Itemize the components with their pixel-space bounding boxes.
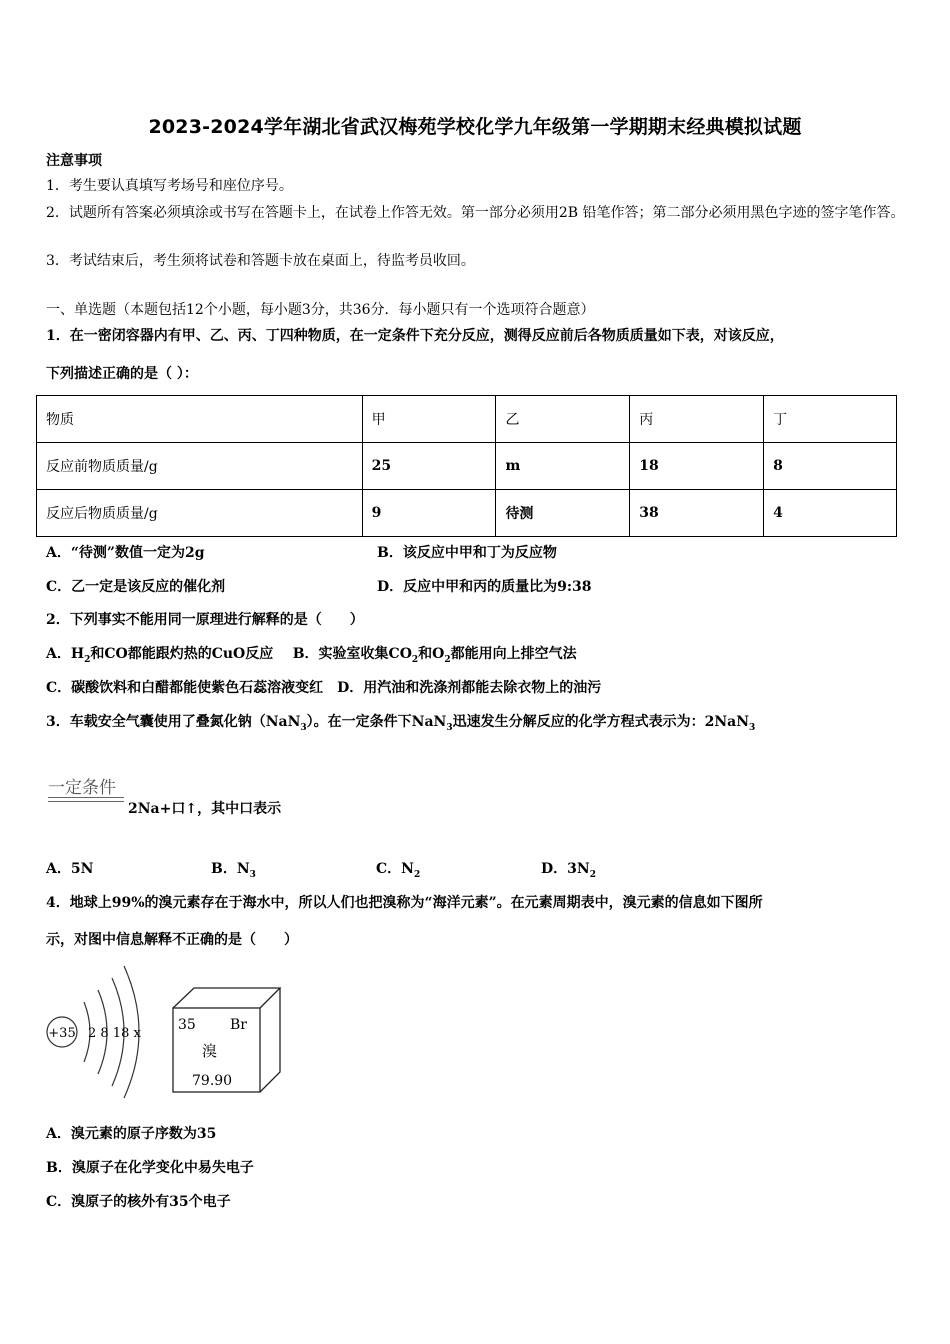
table-cell: 8 <box>764 443 897 490</box>
q3-stem-part2: ）。在一定条件下NaN <box>306 714 447 730</box>
q2-option-a-text: A．H <box>46 646 85 662</box>
q1-options-row1 <box>46 542 557 562</box>
reaction-arrow-line <box>48 797 124 798</box>
q4-option-b[interactable]: B．溴原子在化学变化中易失电子 <box>46 1160 254 1176</box>
notice-heading: 注意事项 <box>46 153 102 169</box>
bromine-atom-structure-diagram <box>44 960 154 1100</box>
element-name: 溴 <box>202 1042 218 1060</box>
subscript: 3 <box>749 722 756 733</box>
table-row <box>37 443 897 490</box>
reaction-arrow-line <box>48 801 124 802</box>
element-symbol: Br <box>230 1017 247 1033</box>
table-cell: 反应后物质质量/g <box>37 490 363 537</box>
table-cell: 丁 <box>764 396 897 443</box>
q3-stem-part3: 迅速发生分解反应的化学方程式表示为：2NaN <box>452 714 750 730</box>
q2-options-row2[interactable]: C．碳酸饮料和白醋都能使紫色石蕊溶液变红 D．用汽油和洗涤剂都能去除衣物上的油污 <box>46 680 602 696</box>
subscript: 3 <box>446 722 453 733</box>
subscript: 2 <box>589 869 596 880</box>
q2-option-b-text: B．实验室收集CO <box>292 646 412 662</box>
subscript: 2 <box>411 654 419 665</box>
table-cell: 乙 <box>496 396 630 443</box>
q1-stem-line1: 1．在一密闭容器内有甲、乙、丙、丁四种物质，在一定条件下充分反应，测得反应前后各物质质量如下表，对该反应， <box>46 328 784 344</box>
q3-stem <box>46 712 755 738</box>
table-row <box>37 396 897 443</box>
table-cell: 25 <box>362 443 496 490</box>
table-cell: 38 <box>630 490 764 537</box>
q3-options <box>46 858 646 878</box>
q3-option-b[interactable] <box>211 858 256 880</box>
table-cell: m <box>496 443 630 490</box>
q2-option-b-text2: 和O <box>418 646 445 662</box>
q4-option-a[interactable]: A．溴元素的原子序数为35 <box>46 1126 217 1142</box>
subscript: 2 <box>84 654 91 665</box>
notice-item-2: 2．试题所有答案必须填涂或书写在答题卡上，在试卷上作答无效。第一部分必须用2B 铅笔作答；第二部分必须用黑色字迹的签字笔作答。 <box>46 205 905 221</box>
q1-option-b[interactable]: B．该反应中甲和丁为反应物 <box>377 545 557 561</box>
q3-option-d[interactable] <box>541 858 596 880</box>
q2-option-a[interactable] <box>46 646 274 665</box>
subscript: 2 <box>444 654 451 665</box>
table-cell: 9 <box>362 490 496 537</box>
subscript: 3 <box>249 869 256 880</box>
table-cell: 18 <box>630 443 764 490</box>
table-row <box>37 490 897 537</box>
bromine-element-cell <box>170 985 285 1095</box>
notice-item-1: 1．考生要认真填写考场号和座位序号。 <box>46 178 293 194</box>
q1-option-a[interactable]: A．“待测”数值一定为2g <box>46 545 205 561</box>
q4-stem-line2: 示，对图中信息解释不正确的是（ ） <box>46 932 298 948</box>
page-title: 2023-2024学年湖北省武汉梅苑学校化学九年级第一学期期末经典模拟试题 <box>148 116 802 138</box>
q2-option-b-text3: 都能用向上排空气法 <box>450 646 577 662</box>
table-cell: 物质 <box>37 396 363 443</box>
table-cell: 甲 <box>362 396 496 443</box>
q3-option-a[interactable]: A．5N <box>46 861 94 877</box>
q3-stem-part1: 3．车载安全气囊使用了叠氮化钠（NaN <box>46 714 301 730</box>
table-cell: 丙 <box>630 396 764 443</box>
q3-option-c-text: C．N <box>376 861 414 877</box>
q2-options-row1 <box>46 644 577 670</box>
table-cell: 待测 <box>496 490 630 537</box>
reaction-condition: 一定条件 <box>48 778 116 798</box>
q3-option-b-text: B．N <box>211 861 250 877</box>
q1-options-row2 <box>46 576 592 596</box>
table-cell: 反应前物质质量/g <box>37 443 363 490</box>
q2-option-a-text2: 和CO都能跟灼热的CuO反应 <box>90 646 274 662</box>
cell-side-face <box>260 988 280 1092</box>
q3-option-d-text: D．3N <box>541 861 590 877</box>
q2-stem: 2．下列事实不能用同一原理进行解释的是（ ） <box>46 612 364 628</box>
atomic-number: 35 <box>178 1017 196 1033</box>
subscript: 2 <box>413 869 421 880</box>
q1-stem-line2: 下列描述正确的是（ ）： <box>46 366 198 382</box>
nucleus-charge: +35 <box>48 1026 76 1041</box>
q3-option-c[interactable] <box>376 858 420 880</box>
q2-option-b[interactable] <box>292 646 577 665</box>
q3-product: 2Na+口↑，其中口表示 <box>128 801 282 817</box>
table-cell: 4 <box>764 490 897 537</box>
atomic-mass: 79.90 <box>192 1073 233 1089</box>
section-heading: 一、单选题（本题包括12个小题，每小题3分，共36分．每小题只有一个选项符合题意） <box>46 302 595 318</box>
q1-mass-table <box>36 395 897 537</box>
q1-option-c[interactable]: C．乙一定是该反应的催化剂 <box>46 579 226 595</box>
q1-option-d[interactable]: D．反应中甲和丙的质量比为9:38 <box>377 579 592 595</box>
subscript: 3 <box>300 722 307 733</box>
notice-item-3: 3．考试结束后，考生须将试卷和答题卡放在桌面上，待监考员收回。 <box>46 253 475 269</box>
q4-option-c[interactable]: C．溴原子的核外有35个电子 <box>46 1194 231 1210</box>
cell-top-face <box>173 988 280 1008</box>
q4-stem-line1: 4．地球上99%的溴元素存在于海水中，所以人们也把溴称为“海洋元素”。在元素周期表中，溴元素的信息如下图所 <box>46 895 763 911</box>
electron-counts: 2 8 18 x <box>88 1026 141 1041</box>
